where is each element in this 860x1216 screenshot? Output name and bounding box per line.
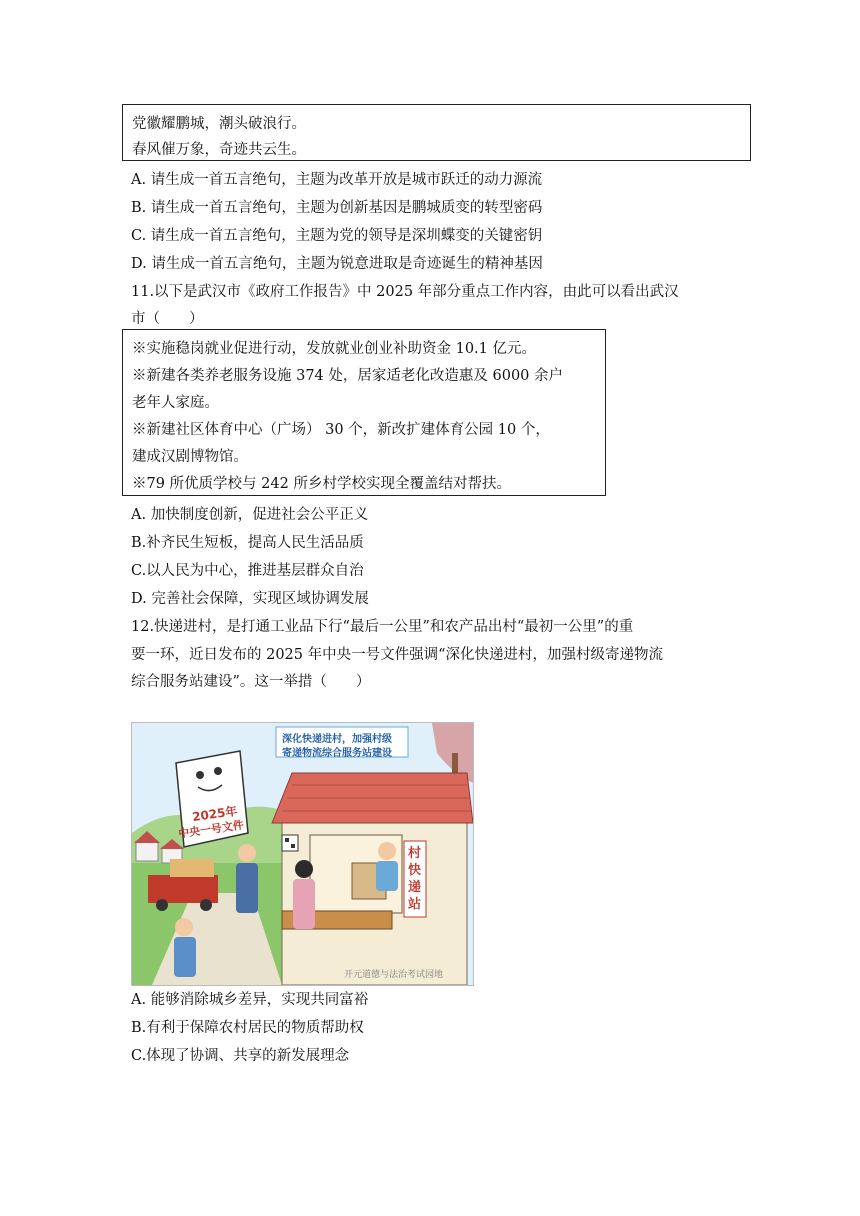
poem-line-1: 党徽耀鹏城，潮头破浪行。 (132, 116, 306, 132)
express-station-illustration (131, 722, 474, 986)
q12-stem-line-3: 综合服务站建设”。这一举措（ ） (131, 674, 371, 690)
q11-option-b: B.补齐民生短板，提高人民生活品质 (131, 535, 364, 551)
q11-option-a: A. 加快制度创新，促进社会公平正义 (131, 507, 369, 523)
q12-option-b: B.有利于保障农村居民的物质帮助权 (131, 1020, 364, 1036)
q12-option-c: C.体现了协调、共享的新发展理念 (131, 1048, 350, 1064)
q11-info-box (122, 329, 606, 496)
q11-option-d: D. 完善社会保障，实现区域协调发展 (131, 591, 369, 607)
poem-box (122, 104, 751, 161)
q11-box-line-2: ※新建各类养老服务设施 374 处，居家适老化改造惠及 6000 余户 (132, 368, 564, 384)
poem-line-2: 春风催万象，奇迹共云生。 (132, 142, 306, 158)
illustration-shop-sign: 村快递站 (408, 846, 422, 912)
illustration-banner-line-1: 深化快递进村，加强村级 (282, 734, 392, 745)
q11-box-line-6: ※79 所优质学校与 242 所乡村学校实现全覆盖结对帮扶。 (132, 476, 511, 492)
q11-box-line-3: 老年人家庭。 (132, 395, 219, 411)
illustration-doc-line-1: 2025年 (191, 803, 239, 825)
q10-option-c: C. 请生成一首五言绝句，主题为党的领导是深圳蝶变的关键密钥 (131, 228, 543, 244)
q11-stem-line-1: 11.以下是武汉市《政府工作报告》中 2025 年部分重点工作内容，由此可以看出武汉 (131, 284, 679, 300)
q11-box-line-5: 建成汉剧博物馆。 (132, 449, 248, 465)
q11-box-line-4: ※新建社区体育中心（广场） 30 个，新改扩建体育公园 10 个， (132, 422, 550, 438)
illustration-watermark: 开元道德与法治考试园地 (344, 970, 444, 980)
q11-box-line-1: ※实施稳岗就业促进行动，发放就业创业补助资金 10.1 亿元。 (132, 341, 537, 357)
q11-stem-line-2: 市（ ） (131, 311, 204, 327)
q12-stem-line-2: 要一环，近日发布的 2025 年中央一号文件强调“深化快递进村，加强村级寄递物流 (131, 647, 664, 663)
q11-option-c: C.以人民为中心，推进基层群众自治 (131, 563, 364, 579)
q10-option-d: D. 请生成一首五言绝句，主题为锐意进取是奇迹诞生的精神基因 (131, 256, 543, 272)
illustration-banner-line-2: 寄递物流综合服务站建设 (282, 748, 392, 759)
q10-option-a: A. 请生成一首五言绝句，主题为改革开放是城市跃迁的动力源流 (131, 172, 543, 188)
q12-stem-line-1: 12.快递进村，是打通工业品下行“最后一公里”和农产品出村“最初一公里”的重 (131, 619, 634, 635)
illustration-doc-line-2: 中央一号文件 (177, 818, 245, 841)
q12-option-a: A. 能够消除城乡差异，实现共同富裕 (131, 992, 369, 1008)
q10-option-b: B. 请生成一首五言绝句，主题为创新基因是鹏城质变的转型密码 (131, 200, 543, 216)
